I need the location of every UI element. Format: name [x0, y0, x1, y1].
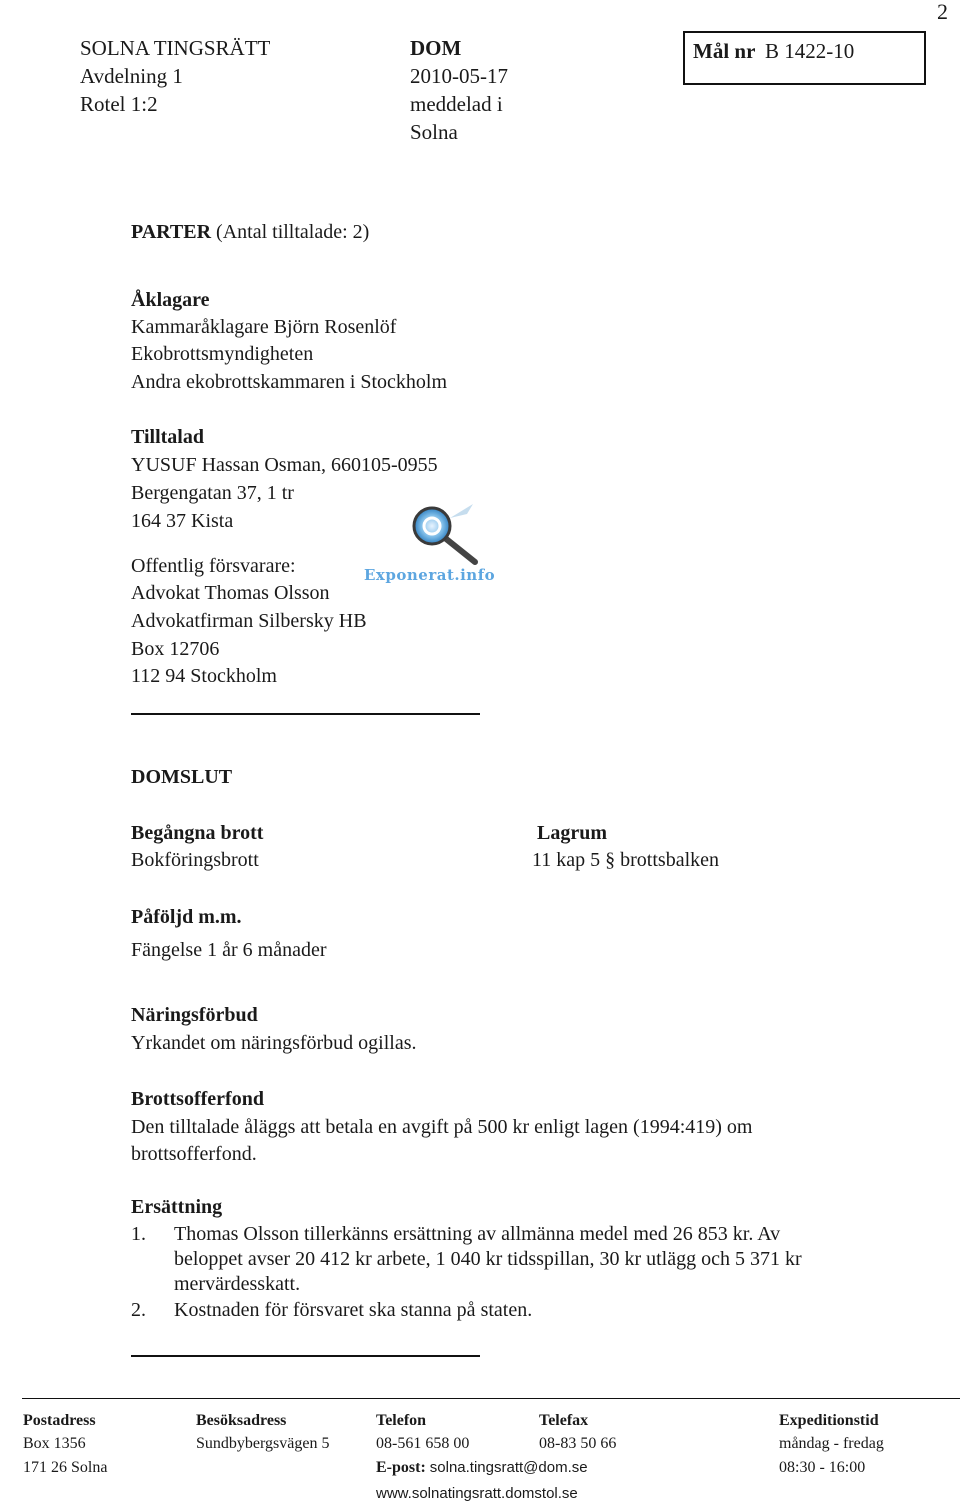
- court-rotel: Rotel 1:2: [80, 92, 158, 116]
- prosecutor-line: Kammaråklagare Björn Rosenlöf: [131, 316, 397, 338]
- parties-heading: PARTER: [131, 221, 212, 243]
- page-number: 2: [937, 0, 948, 24]
- prosecutor-heading: Åklagare: [131, 289, 210, 311]
- fund-heading: Brottsofferfond: [131, 1088, 264, 1110]
- counsel-line: 112 94 Stockholm: [131, 665, 277, 687]
- ban-value: Yrkandet om näringsförbud ogillas.: [131, 1032, 417, 1054]
- prosecutor-line: Ekobrottsmyndigheten: [131, 343, 314, 365]
- defendant-line: YUSUF Hassan Osman, 660105-0955: [131, 454, 438, 476]
- counsel-line: Advokatfirman Silbersky HB: [131, 610, 367, 632]
- visit-line: Sundbybergsvägen 5: [196, 1435, 330, 1452]
- hours-label: Expeditionstid: [779, 1412, 879, 1429]
- fund-line: Den tilltalade åläggs att betala en avgift på 500 kr enligt lagen (1994:419) om: [131, 1116, 753, 1138]
- parties-heading-line: [131, 219, 369, 247]
- email-link[interactable]: solna.tingsratt@dom.se: [429, 1459, 588, 1476]
- postal-line: 171 26 Solna: [23, 1459, 108, 1476]
- comp-item-line: Thomas Olsson tillerkänns ersättning av allmänna medel med 26 853 kr. Av: [174, 1223, 781, 1245]
- comp-heading: Ersättning: [131, 1196, 223, 1218]
- doc-date: 2010-05-17: [410, 64, 508, 88]
- sanction-value: Fängelse 1 år 6 månader: [131, 939, 327, 961]
- counsel-line: Offentlig försvarare:: [131, 555, 296, 577]
- fax-label: Telefax: [539, 1412, 589, 1429]
- email-label: E-post:: [376, 1459, 426, 1476]
- court-division: Avdelning 1: [80, 64, 183, 88]
- comp-item-number: 1.: [131, 1223, 146, 1245]
- crime-value: Bokföringsbrott: [131, 849, 259, 871]
- case-number-label: Mål nr: [693, 39, 756, 63]
- counsel-line: Box 12706: [131, 638, 220, 660]
- visit-label: Besöksadress: [196, 1412, 287, 1429]
- phone-label: Telefon: [376, 1412, 427, 1429]
- email-line: [376, 1457, 588, 1479]
- web-link[interactable]: www.solnatingsratt.domstol.se: [376, 1485, 578, 1502]
- postal-line: Box 1356: [23, 1435, 86, 1452]
- prosecutor-line: Andra ekobrottskammaren i Stockholm: [131, 371, 448, 393]
- case-number: B 1422-10: [765, 39, 855, 63]
- hours-line: måndag - fredag: [779, 1435, 884, 1452]
- comp-item-line: mervärdesskatt.: [174, 1273, 301, 1295]
- comp-item-line: Kostnaden för försvaret ska stanna på staten.: [174, 1299, 533, 1321]
- sanction-heading: Påföljd m.m.: [131, 906, 242, 928]
- doc-delivered: meddelad i: [410, 92, 503, 116]
- defendant-heading: Tilltalad: [131, 426, 204, 448]
- postal-label: Postadress: [23, 1412, 96, 1429]
- phone-value: 08-561 658 00: [376, 1435, 470, 1452]
- court-name: SOLNA TINGSRÄTT: [80, 36, 271, 60]
- law-value: 11 kap 5 § brottsbalken: [532, 849, 720, 871]
- watermark-text: Exponerat.info: [364, 566, 496, 584]
- doc-title: DOM: [410, 36, 462, 60]
- hours-line: 08:30 - 16:00: [779, 1459, 866, 1476]
- verdict-heading: DOMSLUT: [131, 766, 233, 788]
- ban-heading: Näringsförbud: [131, 1004, 258, 1026]
- defendant-line: 164 37 Kista: [131, 510, 234, 532]
- crime-heading: Begångna brott: [131, 822, 264, 844]
- law-heading: Lagrum: [537, 822, 607, 844]
- parties-count: (Antal tilltalade: 2): [216, 221, 370, 243]
- footer-rule: [22, 1398, 960, 1399]
- divider: [131, 1355, 480, 1357]
- defendant-line: Bergengatan 37, 1 tr: [131, 482, 294, 504]
- counsel-line: Advokat Thomas Olsson: [131, 582, 330, 604]
- comp-item-line: beloppet avser 20 412 kr arbete, 1 040 kr tidsspillan, 30 kr utlägg och 5 371 kr: [174, 1248, 802, 1270]
- divider: [131, 713, 480, 715]
- comp-item-number: 2.: [131, 1299, 146, 1321]
- doc-place: Solna: [410, 120, 458, 144]
- case-number-box: [683, 31, 926, 85]
- fund-line: brottsofferfond.: [131, 1143, 257, 1165]
- fax-value: 08-83 50 66: [539, 1435, 617, 1452]
- magnifier-watermark-icon: [395, 500, 485, 570]
